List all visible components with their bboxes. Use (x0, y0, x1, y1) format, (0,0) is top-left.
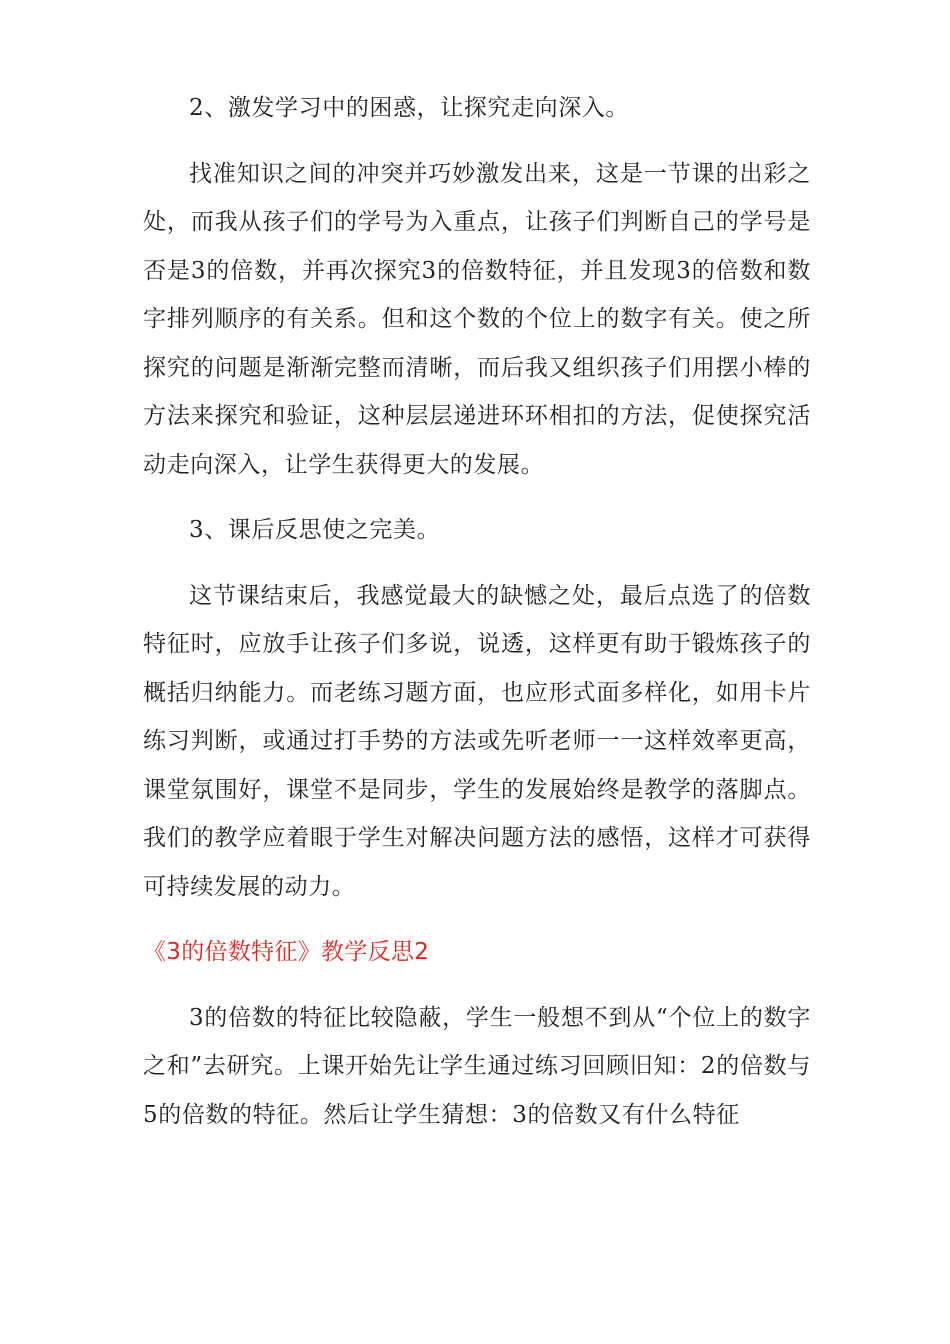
section-2-body: 找准知识之间的冲突并巧妙激发出来，这是一节课的出彩之处，而我从孩子们的学号为入重点，让孩子们判断自己的学号是否是3的倍数，并再次探究3的倍数特征，并且发现3的倍数和数字排列顺序的有关系。但和这个数的个位上的数字有关。使之所探究的问题是渐渐完整而清晰，而后我又组织孩子们用摆小棒的方法来探究和验证，这种层层递进环环相扣的方法，促使探究活动走向深入，让学生获得更大的发展。 (143, 160, 811, 478)
section-3-body: 这节课结束后，我感觉最大的缺憾之处，最后点选了的倍数特征时，应放手让孩子们多说，说透，这样更有助于锻炼孩子的概括归纳能力。而老练习题方面，也应形式面多样化，如用卡片练习判断，或通过打手势的方法或先听老师一一这样效率更高，课堂氛围好，课堂不是同步，学生的发展始终是教学的落脚点。我们的教学应着眼于学生对解决问题方法的感悟，这样才可获得可持续发展的动力。 (143, 582, 811, 900)
document-content (143, 84, 811, 1156)
reflection-2-body: 3的倍数的特征比较隐蔽，学生一般想不到从“个位上的数字之和”去研究。上课开始先让学生通过练习回顾旧知：2的倍数与5的倍数的特征。然后让学生猜想：3的倍数又有什么特征 (143, 1004, 811, 1128)
reflection-2-heading: 《3的倍数特征》教学反思2 (143, 939, 430, 965)
section-2-title: 2、激发学习中的困惑，让探究走向深入。 (189, 95, 630, 121)
section-3-title: 3、课后反思使之完美。 (189, 517, 441, 543)
